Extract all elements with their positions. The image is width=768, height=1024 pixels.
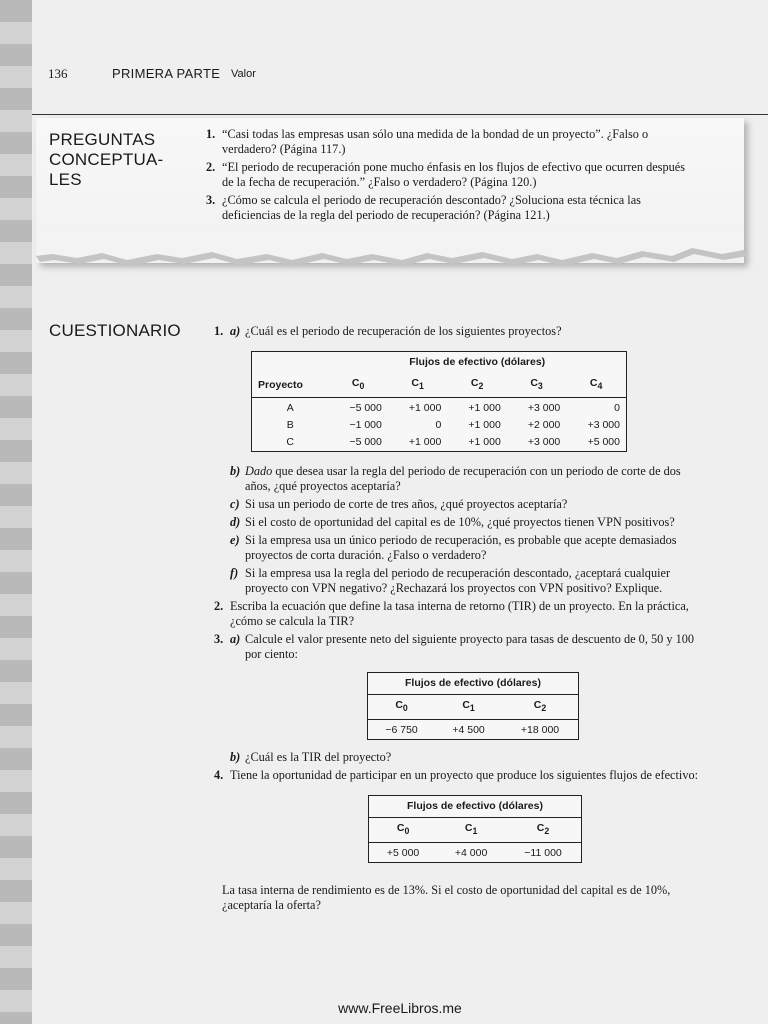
table-cell: −5 000 [349, 436, 382, 449]
title-line: PREGUNTAS [49, 130, 156, 149]
question-1a [230, 324, 704, 339]
table-cell: C [286, 436, 294, 449]
table-cell: A [252, 398, 329, 418]
table-cell: 0 [435, 419, 442, 432]
table-cell: +4 500 [435, 720, 502, 740]
table-corner [252, 352, 329, 374]
sub-text: Si la empresa usa la regla del periodo de recuperación descontado, ¿aceptará cualquier proyecto con VPN negativo? ¿Rechazará los proyectos con VPN positivo? Explique. [245, 566, 671, 596]
question-1f [230, 566, 704, 596]
sub-text: Si el costo de oportunidad del capital es de 10%, ¿qué proyectos tienen VPN positivos? [245, 515, 675, 530]
item-text: Tiene la oportunidad de participar en un proyecto que produce los siguientes flujos de efectivo: [230, 768, 699, 783]
table-cell: +1 000 [447, 398, 506, 418]
table-cell: −6 750 [368, 720, 436, 740]
table-caption: Flujos de efectivo (dólares) [405, 677, 541, 690]
column-header: $C_1$ [435, 695, 502, 720]
column-header: $C_2$ [505, 818, 581, 843]
cash-flow-table-offer [368, 795, 582, 863]
table-caption: Flujos de efectivo (dólares) [409, 356, 546, 368]
list-item [206, 127, 696, 157]
sub-text: que desea usar la regla del periodo de recuperación con un periodo de corte de dos años, ¿qué proyectos aceptaría? [245, 464, 681, 494]
title-line: CONCEPTUA- [49, 150, 164, 169]
item-text: “El periodo de recuperación pone mucho énfasis en los flujos de efectivo que ocurren después de la fecha de recuperación.” ¿Falso o verdadero? (Página 120.) [222, 160, 686, 189]
sub-text: Calcule el valor presente neto del siguiente proyecto para tasas de descuento de 0, 50 y 100 por ciento: [245, 632, 695, 662]
cash-flow-table-npv [367, 672, 579, 740]
column-header: Proyecto [258, 378, 303, 391]
footer-url[interactable]: www.FreeLibros.me [338, 1000, 462, 1016]
part-title: PRIMERA PARTE [112, 66, 221, 81]
item-number: 2. [206, 160, 216, 174]
sub-text-italic: Dado [245, 464, 273, 479]
header-rule [32, 114, 768, 115]
list-item [206, 160, 696, 190]
closing-text: La tasa interna de rendimiento es de 13%. Si el costo de oportunidad del capital es de 10%, ¿aceptaría la oferta? [222, 883, 671, 913]
table-row [369, 843, 582, 863]
item-number: 1. [214, 324, 224, 338]
question-3b [230, 750, 704, 765]
question-1c [230, 497, 704, 512]
column-header: $C_1$ [411, 377, 424, 392]
table-cell: 0 [566, 398, 626, 418]
question-3a [230, 632, 704, 662]
page-number: 136 [48, 66, 68, 81]
question-2 [214, 599, 704, 629]
column-header: $C_2$ [502, 695, 579, 720]
item-number: 3. [206, 193, 216, 207]
item-text: “Casi todas las empresas usan sólo una medida de la bondad de un proyecto”. ¿Falso o verdadero? (Página 117.) [222, 127, 649, 156]
sub-label: a) [230, 632, 241, 647]
quiz-title: CUESTIONARIO [49, 321, 181, 340]
title-line: LES [49, 170, 82, 189]
cash-flow-table-projects [251, 351, 627, 452]
column-header: $C_3$ [530, 377, 543, 392]
table-cell: +3 000 [507, 398, 566, 418]
table-cell: +4 000 [437, 843, 505, 863]
sub-text: Si usa un periodo de corte de tres años, ¿qué proyectos aceptaría? [245, 497, 568, 512]
item-number: 1. [206, 127, 216, 141]
question-1b [230, 464, 704, 494]
sub-label: b) [230, 464, 241, 479]
sub-label: b) [230, 750, 241, 765]
table-cell: +2 000 [527, 419, 561, 432]
table-cell: −5 000 [328, 398, 387, 418]
sub-text: ¿Cuál es el periodo de recuperación de los siguientes proyectos? [245, 324, 562, 338]
table-row [252, 398, 627, 418]
table-cell: +1 000 [388, 398, 447, 418]
question-4 [214, 768, 704, 913]
sub-text: ¿Cuál es la TIR del proyecto? [245, 750, 392, 765]
table-cell: +3 000 [587, 419, 620, 432]
column-header: $C_0$ [368, 695, 436, 720]
item-number: 4. [214, 768, 224, 783]
item-text: ¿Cómo se calcula el periodo de recuperación descontado? ¿Soluciona esta técnica las deficiencias de la regla del periodo de recuperación? (Página 121.) [222, 193, 641, 222]
sub-text: Si la empresa usa un único periodo de recuperación, es probable que acepte demasiados proyectos de corta duración. ¿Falso o verdadero? [245, 533, 677, 563]
table-caption: Flujos de efectivo (dólares) [407, 800, 543, 813]
section-title: Valor [231, 68, 256, 80]
sub-label: a) [230, 324, 241, 338]
column-header: $C_0$ [369, 818, 438, 843]
item-text: Escriba la ecuación que define la tasa interna de retorno (TIR) de un proyecto. En la práctica, ¿cómo se calcula la TIR? [230, 599, 689, 629]
sub-label: c) [230, 497, 240, 512]
question-1d [230, 515, 704, 530]
table-cell: +5 000 [369, 843, 438, 863]
sub-label: f) [230, 566, 239, 581]
table-cell: −11 000 [505, 843, 581, 863]
question-1 [214, 324, 704, 596]
question-3 [214, 632, 704, 765]
quiz-question-list [214, 324, 704, 916]
column-header: $C_2$ [470, 377, 484, 392]
item-number: 2. [214, 599, 224, 614]
table-row [368, 720, 579, 740]
table-cell: −1 000 [349, 419, 382, 432]
conceptual-question-list [206, 127, 696, 226]
conceptual-questions-title [49, 130, 163, 190]
side-strip [0, 0, 32, 1024]
table-cell: +3 000 [527, 436, 561, 449]
table-cell: B [286, 419, 294, 432]
list-item [206, 193, 696, 223]
table-cell: +1 000 [408, 436, 442, 449]
table-row [252, 417, 627, 434]
sub-label: d) [230, 515, 241, 530]
sub-label: e) [230, 533, 240, 548]
column-header: $C_1$ [437, 818, 505, 843]
table-cell: +5 000 [587, 436, 620, 449]
column-header: $C_0$ [351, 377, 365, 392]
table-cell: +18 000 [502, 720, 579, 740]
column-header: $C_4$ [589, 377, 603, 392]
item-number: 3. [214, 632, 224, 647]
torn-edge [32, 232, 768, 280]
question-1e [230, 533, 704, 563]
table-cell: +1 000 [468, 419, 501, 432]
book-page [32, 0, 768, 1024]
table-row [252, 434, 627, 452]
table-cell: +1 000 [468, 436, 501, 449]
